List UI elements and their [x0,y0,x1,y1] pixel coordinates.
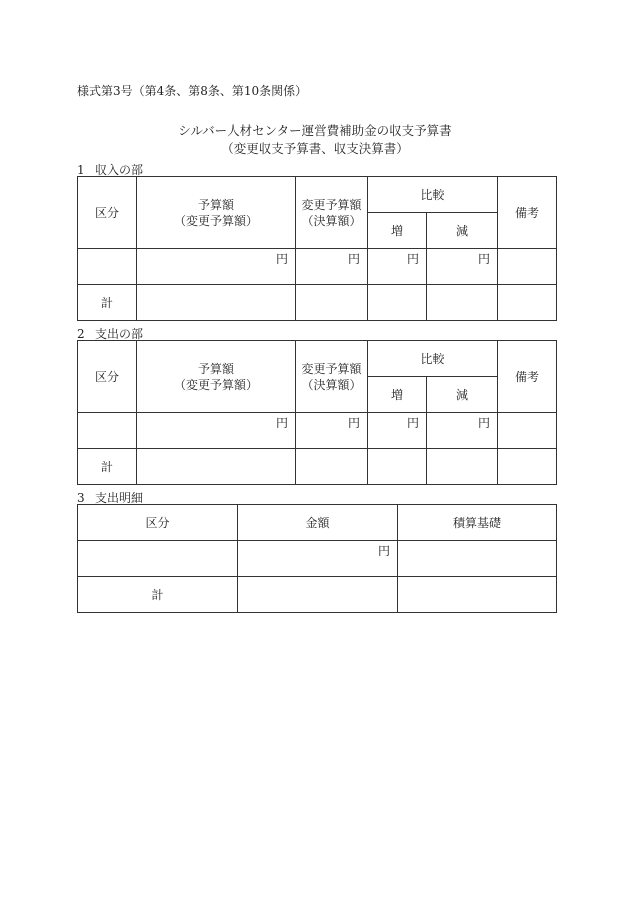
section-title: 支出明細 [95,491,144,505]
section-number: 2 [77,327,85,341]
header-amount: 金額 [238,505,398,541]
yen-unit: 円 [238,541,398,577]
table-header-row [78,505,557,541]
yen-unit: 円 [137,249,296,285]
header-budget: 予算額 （変更予算額） [137,341,296,413]
table-row [78,249,557,285]
table-row [78,541,557,577]
header-budget: 予算額 （変更予算額） [137,177,296,249]
header-revised-budget: 変更予算額 （決算額） [296,177,368,249]
total-row [78,285,557,321]
header-increase: 増 [368,213,427,249]
yen-unit: 円 [296,413,368,449]
header-category: 区分 [78,341,137,413]
total-label: 計 [78,449,137,485]
income-table [77,176,557,321]
document-title [0,122,630,158]
yen-unit: 円 [368,249,427,285]
section-title: 収入の部 [95,163,144,177]
yen-unit: 円 [296,249,368,285]
table-row [78,413,557,449]
category-cell [78,249,137,285]
header-comparison: 比較 [368,341,498,377]
header-remarks: 備考 [498,177,557,249]
yen-unit: 円 [137,413,296,449]
yen-unit: 円 [427,249,498,285]
section-number: 3 [77,491,85,505]
section-title: 支出の部 [95,327,144,341]
table-header-row [78,177,557,213]
header-comparison: 比較 [368,177,498,213]
header-decrease: 減 [427,377,498,413]
yen-unit: 円 [368,413,427,449]
category-cell [78,541,238,577]
section-number: 1 [77,163,85,177]
expenditure-table [77,340,557,485]
form-number: 様式第3号（第4条、第8条、第10条関係） [77,84,308,98]
header-basis: 積算基礎 [398,505,557,541]
total-row [78,577,557,613]
total-label: 計 [78,285,137,321]
header-revised-budget: 変更予算額 （決算額） [296,341,368,413]
title-line-2: （変更収支予算書、収支決算書） [221,141,409,156]
title-line-1: シルバー人材センター運営費補助金の収支予算書 [178,123,452,138]
header-remarks: 備考 [498,341,557,413]
remarks-cell [498,413,557,449]
basis-cell [398,541,557,577]
yen-unit: 円 [427,413,498,449]
details-table [77,504,557,613]
total-label: 計 [78,577,238,613]
table-header-row [78,341,557,377]
header-category: 区分 [78,505,238,541]
category-cell [78,413,137,449]
header-decrease: 減 [427,213,498,249]
header-increase: 増 [368,377,427,413]
total-row [78,449,557,485]
header-category: 区分 [78,177,137,249]
remarks-cell [498,249,557,285]
